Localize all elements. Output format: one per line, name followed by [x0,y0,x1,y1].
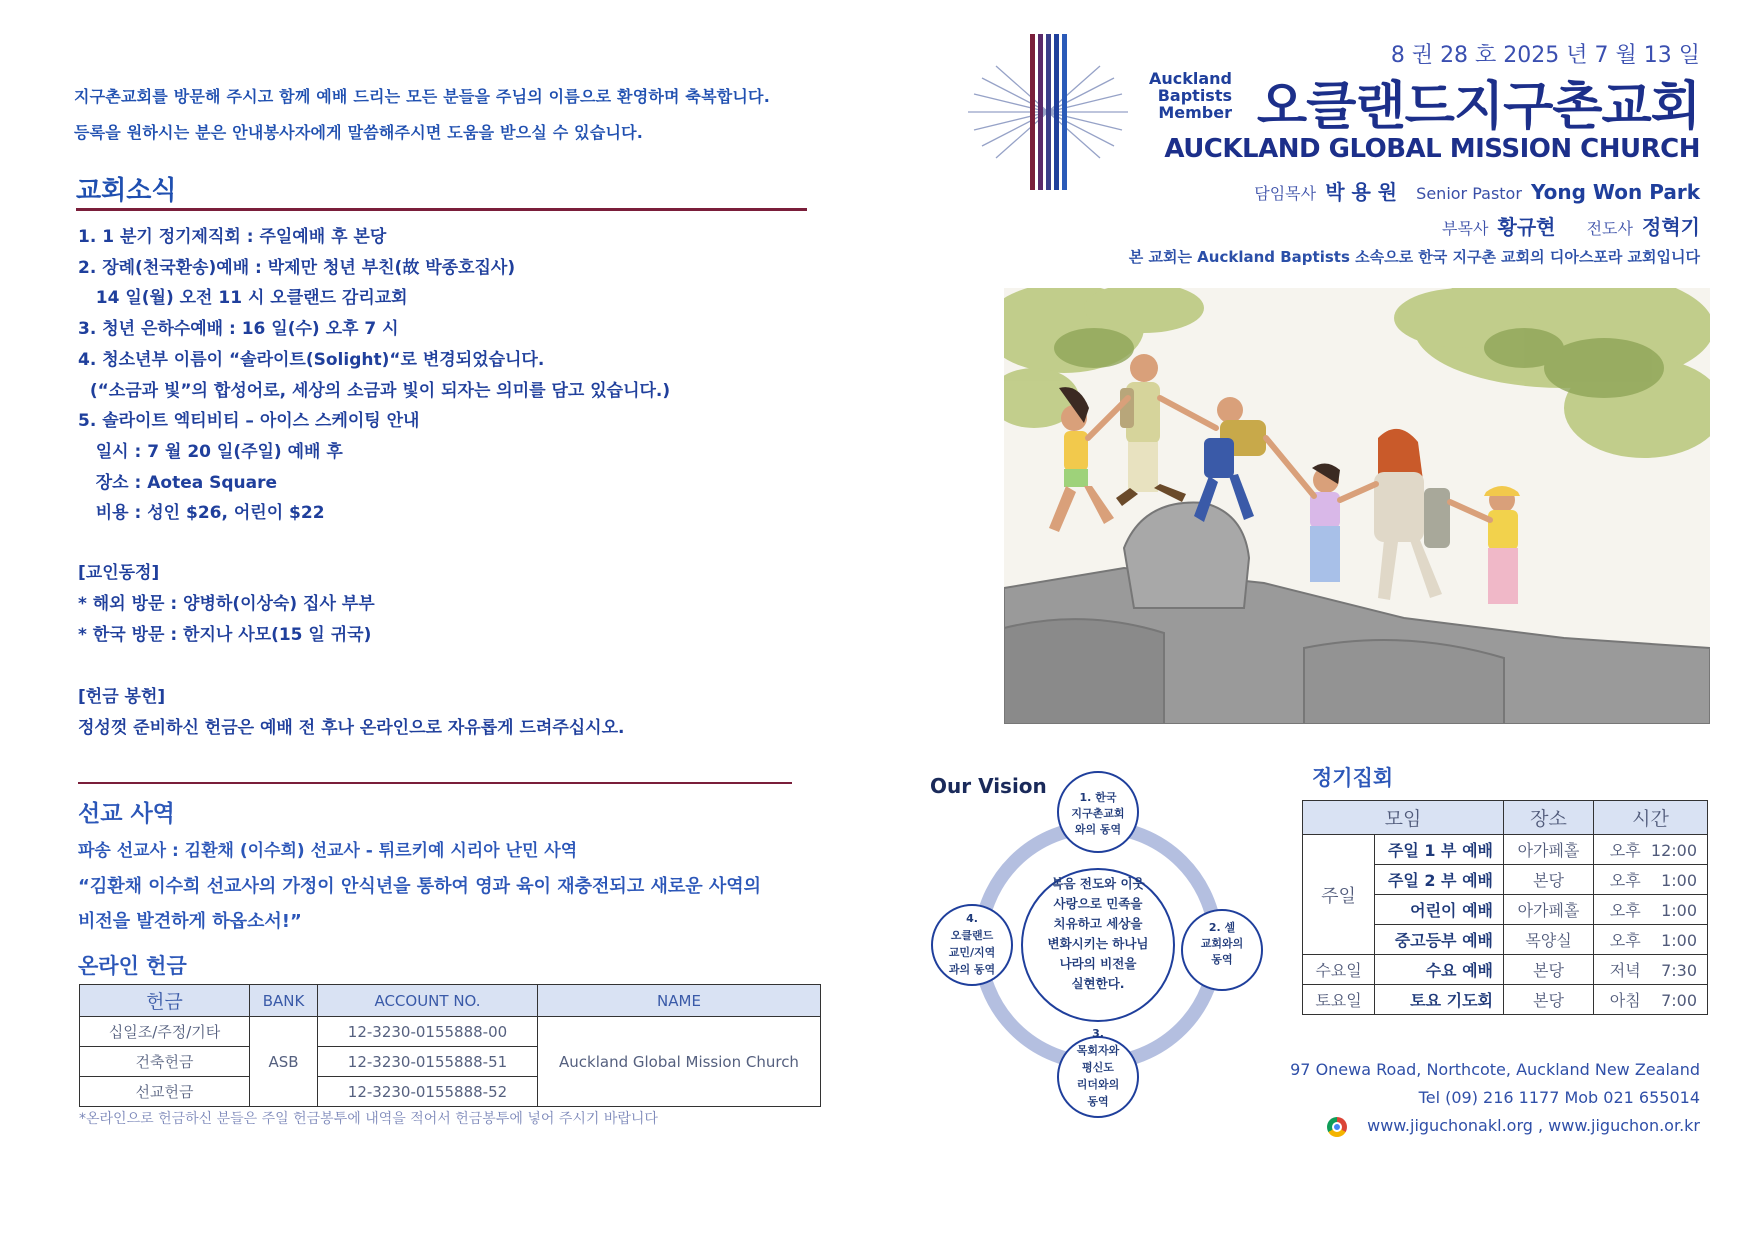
vision-left-text [932,910,1012,978]
vision-center-line: 사랑으로 민족을 [1053,896,1143,911]
contact-address: 97 Onewa Road, Northcote, Auckland New Zealand [1290,1060,1700,1079]
browser-icon [1327,1117,1347,1137]
time-period: 오후 [1609,841,1641,860]
vision-center-text [1022,874,1174,994]
pastor-name-en: Yong Won Park [1531,180,1700,204]
vision-right-text [1182,920,1262,968]
news-item: 2. 장례(천국환송)예배 : 박제만 청년 부친(故 박종호집사) [78,257,516,278]
assoc-name: 황규현 [1497,215,1556,239]
col-header-bank: BANK [250,985,318,1017]
online-note: *온라인으로 헌금하신 분들은 주일 헌금봉투에 내역을 적어서 헌금봉투에 넣어 주시기 바랍니다 [79,1111,658,1127]
hikers-illustration [1004,288,1710,724]
offering-type: 선교헌금 [80,1077,250,1107]
vision-bottom-line: 리더와의 [1076,1078,1120,1091]
time-period: 오후 [1609,901,1641,920]
day-label: 토요일 [1303,985,1375,1015]
vision-top-line: 1. 한국 [1079,791,1117,804]
mission-rule [78,782,792,784]
schedule-table [1302,800,1708,1015]
baptists-member-badge [1140,70,1232,121]
time-period: 저녁 [1609,961,1641,980]
col-header-place: 장소 [1504,801,1594,835]
news-item: 일시 : 7 월 20 일(주일) 예배 후 [78,441,343,462]
pastor-name-kr: 박 용 원 [1325,180,1398,204]
vision-title: Our Vision [930,774,1047,798]
vision-center-line: 나라의 비전을 [1059,956,1137,971]
evang-label: 전도사 [1586,219,1633,238]
members-line-1: * 해외 방문 : 양병하(이상숙) 집사 부부 [78,594,375,614]
welcome-line-1: 지구촌교회를 방문해 주시고 함께 예배 드리는 모든 분들을 주님의 이름으로 환영하며 축복합니다. [74,87,770,106]
vision-top-text [1058,790,1138,838]
event-time [1594,985,1708,1015]
event-time [1594,835,1708,865]
news-item: (“소금과 빛”의 합성어로, 세상의 소금과 빛이 되자는 의미를 담고 있습니다.) [78,380,671,401]
mission-sent: 파송 선교사 : 김환채 (이수희) 선교사 - 튀르키예 시리아 난민 사역 [78,841,578,861]
assoc-label: 부목사 [1442,219,1489,238]
vision-center-line: 복음 전도와 이웃 [1051,876,1145,891]
members-line-2: * 한국 방문 : 한지나 사모(15 일 귀국) [78,625,372,645]
vision-left-line: 교민/지역 [948,946,996,959]
news-item: 3. 청년 은하수예배 : 16 일(수) 오후 7 시 [78,319,399,340]
vision-right-line: 동역 [1211,953,1233,966]
table-row [1303,835,1708,865]
col-header-account: ACCOUNT NO. [318,985,538,1017]
offering-title: [헌금 봉헌] [78,687,166,707]
pastor-en-label: Senior Pastor [1416,184,1522,203]
news-item: 5. 솔라이트 엑티비티 – 아이스 스케이팅 안내 [78,411,420,432]
online-title: 온라인 헌금 [78,954,187,978]
vision-top-line: 와의 동역 [1074,823,1122,836]
offering-type: 건축헌금 [80,1047,250,1077]
pastor-line [1254,176,1700,205]
event-time [1594,865,1708,895]
time-value: 1:00 [1661,931,1697,950]
schedule-title: 정기집회 [1312,766,1394,790]
event-name: 주일 2 부 예배 [1375,865,1504,895]
members-title: [교인동정] [78,563,160,583]
event-name: 주일 1 부 예배 [1375,835,1504,865]
table-row [80,1017,821,1047]
sunday-label: 주일 [1303,835,1375,955]
time-value: 1:00 [1661,901,1697,920]
event-name: 어린이 예배 [1375,895,1504,925]
church-cross-logo [968,32,1128,192]
time-value: 12:00 [1650,841,1697,860]
account-name: Auckland Global Mission Church [538,1017,821,1107]
news-item: 비용 : 성인 $26, 어린이 $22 [78,503,325,524]
time-period: 오후 [1609,931,1641,950]
pastor-label: 담임목사 [1254,184,1317,203]
mission-prayer-1: “김환채 이수희 선교사의 가정이 안식년을 통하여 영과 육이 재충전되고 새로운 사역의 [78,876,762,897]
affiliation-text: 본 교회는 Auckland Baptists 소속으로 한국 지구촌 교회의 디아스포라 교회입니다 [1128,248,1700,266]
vision-bottom-line: 3. [1092,1027,1104,1040]
member-line-1: Auckland [1148,69,1232,88]
event-name: 토요 기도회 [1375,985,1504,1015]
contact-phone: Tel (09) 216 1177 Mob 021 655014 [1418,1088,1700,1107]
vision-center-line: 실현한다. [1071,976,1125,991]
news-item: 1. 1 분기 정기제직회 : 주일예배 후 본당 [78,227,387,247]
vision-left-line: 과의 동역 [948,963,996,976]
time-period: 오후 [1609,871,1641,890]
event-place: 본당 [1504,955,1594,985]
vision-right-line: 2. 셀 [1208,921,1236,934]
vision-left-line: 오클랜드 [950,929,994,942]
vision-right-line: 교회와의 [1200,937,1244,950]
event-place: 목양실 [1504,925,1594,955]
mission-prayer-2: 비전을 발견하게 하옵소서!” [78,911,302,932]
church-name-korean: 오클랜드지구촌교회 [1256,77,1700,137]
time-value: 1:00 [1661,871,1697,890]
event-name: 중고등부 예배 [1375,925,1504,955]
event-place: 본당 [1504,985,1594,1015]
day-label: 수요일 [1303,955,1375,985]
account-no: 12-3230-0155888-51 [318,1047,538,1077]
church-name-english: AUCKLAND GLOBAL MISSION CHURCH [1164,134,1700,164]
time-value: 7:00 [1661,991,1697,1010]
table-row [1303,985,1708,1015]
offering-type: 십일조/주정/기타 [80,1017,250,1047]
col-header-offering: 헌금 [80,985,250,1017]
event-time [1594,925,1708,955]
vision-center-line: 치유하고 세상을 [1053,916,1143,931]
welcome-line-2: 등록을 원하시는 분은 안내봉사자에게 말씀해주시면 도움을 받으실 수 있습니다. [74,123,644,142]
event-place: 아가페홀 [1504,895,1594,925]
website-links[interactable]: www.jiguchonakl.org , www.jiguchon.or.kr [1367,1116,1700,1135]
staff-line [1442,211,1700,240]
col-header-meeting: 모임 [1303,801,1504,835]
table-row [1303,955,1708,985]
contact-web-row [1327,1116,1700,1137]
event-name: 수요 예배 [1375,955,1504,985]
vision-bottom-line: 동역 [1087,1095,1109,1108]
member-line-3: Member [1158,103,1232,122]
news-item: 4. 청소년부 이름이 “솔라이트(Solight)“로 변경되었습니다. [78,349,545,370]
vision-top-line: 지구촌교회 [1071,807,1125,820]
time-value: 7:30 [1661,961,1697,980]
news-item: 14 일(월) 오전 11 시 오클랜드 감리교회 [78,288,408,309]
time-period: 아침 [1609,991,1641,1010]
col-header-time: 시간 [1594,801,1708,835]
vision-bottom-line: 평신도 [1082,1061,1114,1074]
offering-text: 정성껏 준비하신 헌금은 예배 전 후나 온라인으로 자유롭게 드려주십시오. [78,718,625,738]
mission-title: 선교 사역 [78,801,175,827]
member-line-2: Baptists [1157,86,1232,105]
issue-date: 8 권 28 호 2025 년 7 월 13 일 [1390,43,1700,68]
news-item: 장소 : Aotea Square [78,472,278,493]
vision-bottom-line: 목회자와 [1076,1044,1120,1057]
account-no: 12-3230-0155888-00 [318,1017,538,1047]
col-header-name: NAME [538,985,821,1017]
vision-bottom-text [1058,1025,1138,1110]
evang-name: 정혁기 [1642,215,1700,239]
vision-center-line: 변화시키는 하나님 [1047,936,1149,951]
news-rule [76,208,807,211]
event-time [1594,955,1708,985]
vision-left-line: 4. [966,912,978,925]
account-no: 12-3230-0155888-52 [318,1077,538,1107]
event-place: 본당 [1504,865,1594,895]
online-offering-table [79,984,821,1107]
event-place: 아가페홀 [1504,835,1594,865]
event-time [1594,895,1708,925]
bank-name: ASB [250,1017,318,1107]
news-title: 교회소식 [76,176,177,206]
